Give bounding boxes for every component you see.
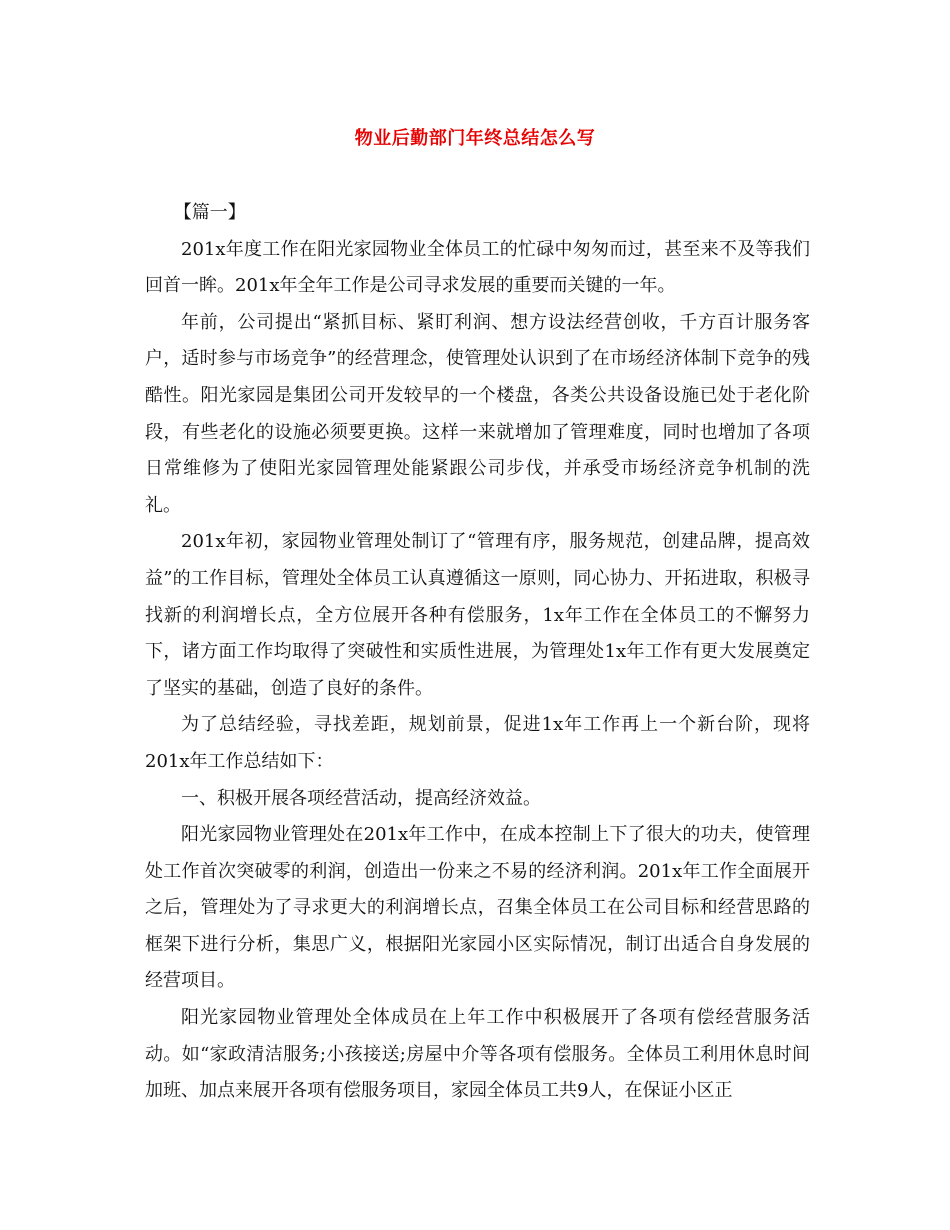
paragraph: 201x年初，家园物业管理处制订了“管理有序，服务规范，创建品牌，提高效益”的工作目标，管理处全体员工认真遵循这一原则，同心协力、开拓进取，积极寻找新的利润增长点，全方位展开各种有偿服务，1x年工作在全体员工的不懈努力下，诸方面工作均取得了突破性和实质性进展，为管理处1x年工作有更大发展奠定了坚实的基础，创造了良好的条件。 bbox=[145, 531, 810, 699]
paragraph: 阳光家园物业管理处全体成员在上年工作中积极展开了各项有偿经营服务活动。如“家政清洁服务;小孩接送;房屋中介等各项有偿服务。全体员工利用休息时间加班、加点来展开各项有偿服务项目，家园全体员工共9人，在保证小区正 bbox=[145, 1007, 810, 1102]
section-label: 【篇一】 bbox=[173, 202, 246, 223]
paragraph: 阳光家园物业管理处在201x年工作中，在成本控制上下了很大的功夫，使管理处工作首次突破零的利润，创造出一份来之不易的经济利润。201x年工作全面展开之后，管理处为了寻求更大的利润增长点，召集全体员工在公司目标和经营思路的框架下进行分析，集思广义，根据阳光家园小区实际情况，制订出适合自身发展的经营项目。 bbox=[145, 824, 810, 992]
paragraph: 年前，公司提出“紧抓目标、紧盯利润、想方设法经营创收，千方百计服务客户，适时参与市场竞争”的经营理念，使管理处认识到了在市场经济体制下竞争的残酷性。阳光家园是集团公司开发较早的一个楼盘，各类公共设备设施已处于老化阶段，有些老化的设施必须要更换。这样一来就增加了管理难度，同时也增加了各项日常维修为了使阳光家园管理处能紧跟公司步伐，并承受市场经济竞争机制的洗礼。 bbox=[145, 311, 810, 516]
paragraph: 201x年度工作在阳光家园物业全体员工的忙碌中匆匆而过，甚至来不及等我们回首一眸。201x年全年工作是公司寻求发展的重要而关键的一年。 bbox=[145, 238, 810, 297]
document-title: 物业后勤部门年终总结怎么写 bbox=[354, 128, 596, 149]
section-heading: 一、积极开展各项经营活动，提高经济效益。 bbox=[181, 787, 541, 809]
document-body bbox=[145, 195, 810, 1110]
paragraph: 为了总结经验，寻找差距，规划前景，促进1x年工作再上一个新台阶，现将201x年工作总结如下： bbox=[145, 714, 810, 772]
